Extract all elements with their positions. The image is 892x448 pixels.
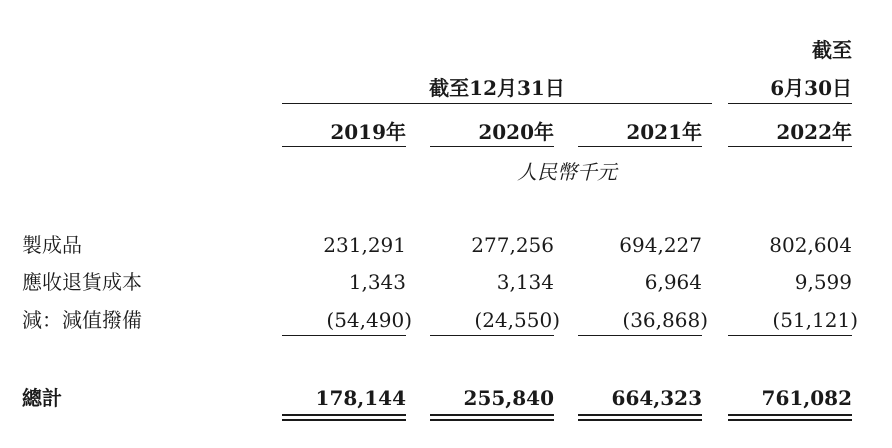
last-col-header-line2: 6月30日: [770, 76, 852, 100]
table-cell: (54,490): [326, 308, 412, 332]
table-cell: (51,121): [772, 308, 858, 332]
total-cell: 178,144: [315, 386, 406, 410]
row-label-impairment: 減：減值撥備: [22, 308, 142, 332]
row-label-finished-goods: 製成品: [22, 233, 82, 257]
year-rule-2022: [728, 146, 852, 147]
subtotal-rule-2021: [578, 335, 702, 336]
total-cell: 255,840: [463, 386, 554, 410]
year-header-2019: 2019年: [330, 120, 406, 144]
table-cell: 277,256: [471, 233, 554, 257]
subtotal-rule-2020: [430, 335, 554, 336]
total-label: 總計: [22, 386, 62, 410]
total-double-rule-2019: [282, 414, 406, 421]
table-cell: 6,964: [644, 270, 702, 294]
last-col-header-rule: [728, 103, 852, 104]
group-header: 截至12月31日: [429, 76, 565, 100]
table-cell: 9,599: [794, 270, 852, 294]
last-col-header-line1: 截至: [812, 38, 852, 62]
year-rule-2021: [578, 146, 702, 147]
row-label-return-cost: 應收退貨成本: [22, 270, 142, 294]
total-double-rule-2021: [578, 414, 702, 421]
table-cell: 3,134: [496, 270, 554, 294]
table-cell: (36,868): [622, 308, 708, 332]
total-double-rule-2022: [728, 414, 852, 421]
total-double-rule-2020: [430, 414, 554, 421]
total-cell: 664,323: [611, 386, 702, 410]
table-cell: (24,550): [474, 308, 560, 332]
group-header-rule: [282, 103, 712, 104]
table-cell: 694,227: [619, 233, 702, 257]
year-rule-2019: [282, 146, 406, 147]
unit-label: 人民幣千元: [517, 160, 617, 184]
table-cell: 231,291: [323, 233, 406, 257]
subtotal-rule-2022: [728, 335, 852, 336]
total-cell: 761,082: [761, 386, 852, 410]
table-cell: 1,343: [348, 270, 406, 294]
year-header-2021: 2021年: [626, 120, 702, 144]
year-rule-2020: [430, 146, 554, 147]
year-header-2022: 2022年: [776, 120, 852, 144]
table-cell: 802,604: [769, 233, 852, 257]
subtotal-rule-2019: [282, 335, 406, 336]
year-header-2020: 2020年: [478, 120, 554, 144]
